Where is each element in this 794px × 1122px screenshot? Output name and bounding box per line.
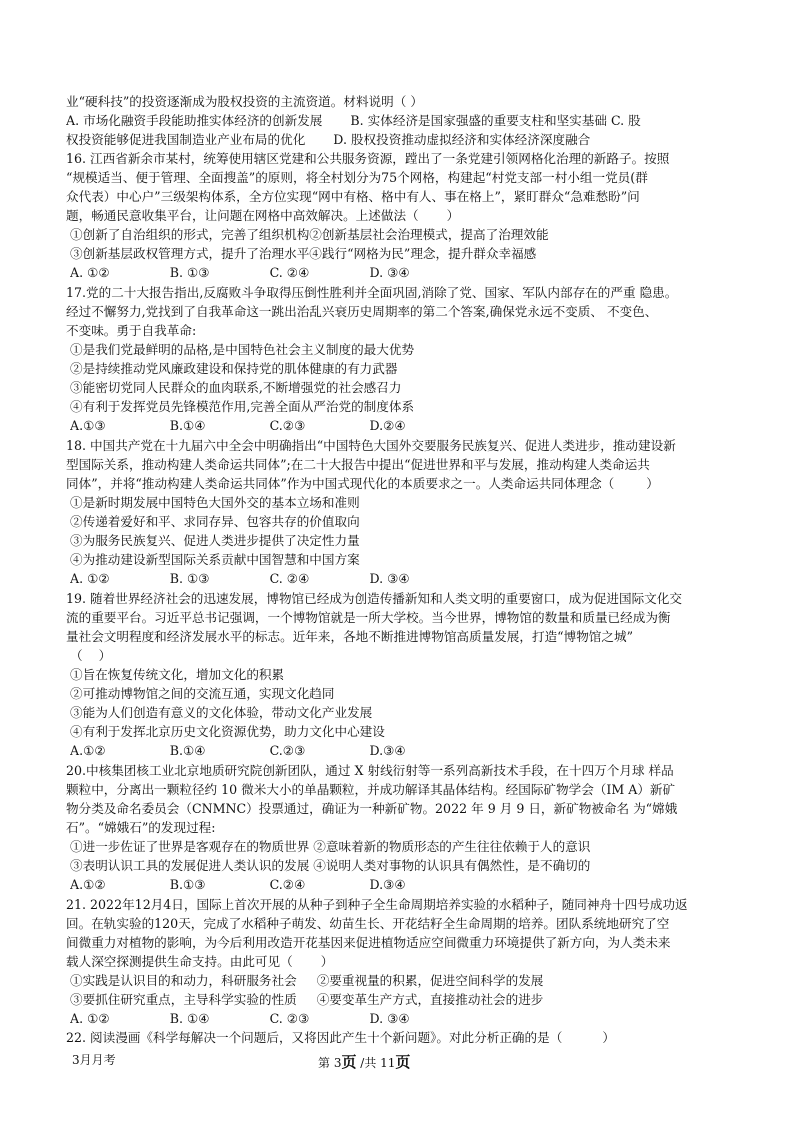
text-line: ②是持续推动党风廉政建设和保持党的肌体健康的有力武器 — [70, 361, 398, 376]
text-line: 20.中核集团核工业北京地质研究院创新团队，通过 X 射线衍射等一系列高新技术手段，在十四万个月球 样品 — [66, 763, 674, 778]
page-total: /共 11 — [356, 1056, 396, 1070]
text-line: A.①② B.①④ C.②③ D.③④ — [70, 743, 406, 758]
text-line: A.①② B.①③ C.②④ D.③④ — [70, 877, 406, 892]
text-line: ②传递着爱好和平、求同存异、包容共存的价值取向 — [70, 514, 360, 529]
text-line: 16. 江西省新余市某村，统筹使用辖区党建和公共服务资源，蹚出了一条党建引领网格化治理的新路子。按照 — [66, 151, 670, 166]
text-line: 型国际关系，推动构建人类命运共同体”;在二十大报告中提出“促进世界和平与发展，推动构建人类命运共 — [66, 457, 650, 472]
text-line: 业“硬科技”的投资逐渐成为股权投资的主流资道。材料说明（ ） — [66, 94, 423, 109]
text-line: 19. 随着世界经济社会的迅速发展，博物馆已经成为创造传播新知和人类文明的重要窗口，成为促进国际文化交 — [66, 591, 682, 606]
text-line: ①旨在恢复传统文化，增加文化的积累 — [70, 667, 285, 682]
text-line: ①是我们党最鲜明的品格,是中国特色社会主义制度的最大优势 — [70, 342, 415, 357]
footer-exam-name: 3月月考 — [72, 1053, 116, 1067]
text-line: ③表明认识工具的发展促进人类认识的发展 ④说明人类对事物的认识具有偶然性，是不确切的 — [70, 858, 591, 873]
text-line: 物分类及命名委员会（CNMNC）投票通过，确证为一种新矿物。2022 年 9 月 9 日，新矿物被命名 为“嫦娥 — [66, 801, 678, 816]
text-line: 17.党的二十大报告指出,反腐败斗争取得压倒性胜利并全面巩固,消除了党、国家、军队内部存在的严重 隐患。 — [66, 285, 678, 300]
page-prefix: 第 3 — [318, 1056, 342, 1070]
text-line: ④为推动建设新型国际关系贡献中国智慧和中国方案 — [70, 552, 360, 567]
text-line: 经过不懈努力,党找到了自我革命这一跳出治乱兴衰历史周期率的第二个答案,确保党永远不变质、 不变色、 — [66, 304, 658, 319]
text-line: A. ①② B. ①④ C. ②③ D. ③④ — [70, 1011, 410, 1026]
text-line: 21. 2022年12月4日，国际上首次开展的从种子到种子全生命周期培养实验的水稻种子，随同神舟十四号成功返 — [66, 897, 688, 912]
text-line: 不变味。勇于自我革命: — [66, 323, 197, 338]
text-line: 题，畅通民意收集平台，让问题在网格中高效解决。上述做法（ ） — [66, 208, 460, 223]
text-line: 石”。“嫦娥石”的发现过程: — [66, 820, 216, 835]
text-line: A. ①② B. ①③ C. ②④ D. ③④ — [70, 265, 410, 280]
text-line: 18. 中国共产党在十九届六中全会中明确指出“中国特色大国外交要服务民族复兴、促进人类进步，推动建设新 — [66, 438, 676, 453]
text-line: ③能为人们创造有意义的文化体验，带动文化产业发展 — [70, 705, 373, 720]
text-line: ③创新基层政权管理方式，提升了治理水平④践行“网格为民”理念，提升群众幸福感 — [70, 246, 537, 261]
text-line: A. ①② B. ①③ C. ②④ D. ③④ — [70, 571, 410, 586]
text-line: ①实践是认识目的和动力，科研服务社会 ②要重视量的积累，促进空间科学的发展 — [70, 973, 544, 988]
text-line: 权投资能够促进我国制造业产业布局的优化 D. 股权投资推动虚拟经济和实体经济深度融合 — [66, 132, 591, 147]
text-line: ①创新了自治组织的形式，完善了组织机构②创新基层社会治理模式，提高了治理效能 — [70, 227, 549, 242]
text-line: 回。在轨实验的120天，完成了水稻种子萌发、幼苗生长、开花结籽全生命周期的培养。团队系统地研究了空 — [66, 916, 670, 931]
text-line: ③能密切党同人民群众的血肉联系,不断增强党的社会感召力 — [70, 380, 402, 395]
text-line: 流的重要平台。习近平总书记强调，一个博物馆就是一所大学校。当今世界，博物馆的数量和质量已经成为衡 — [66, 610, 671, 625]
text-line: ③为服务民族复兴、促进人类进步提供了决定性力量 — [70, 533, 360, 548]
text-line: 间微重力对植物的影响，为今后利用改造开花基因来促进植物适应空间微重力环境提供了新方向，为人类未来 — [66, 935, 671, 950]
text-line: （ ） — [70, 648, 112, 663]
text-line: ①进一步佐证了世界是客观存在的物质世界 ②意味着新的物质形态的产生往往依赖于人的意识 — [70, 839, 591, 854]
text-line: 22. 阅读漫画《科学每解决一个问题后，又将因此产生十个新问题》。对此分析正确的是（ ） — [66, 1029, 615, 1045]
text-line: ②可推动博物馆之间的交流互通，实现文化趋同 — [70, 686, 335, 701]
text-line: ①是新时期发展中国特色大国外交的基本立场和准则 — [70, 495, 360, 510]
page-word-2: 页 — [395, 1053, 411, 1071]
text-line: 载人深空探测提供生命支持。由此可见（ ） — [66, 954, 334, 969]
page-word: 页 — [341, 1053, 357, 1071]
footer-page-number — [318, 1051, 410, 1072]
text-line: ④有利于发挥北京历史文化资源优势，助力文化中心建设 — [70, 724, 385, 739]
text-line: 同体”，并将“推动构建人类命运共同体”作为中国式现代化的本质要求之一。人类命运共同体理念（ ） — [66, 476, 659, 491]
text-line: ④有利于发挥党员先锋模范作用,完善全面从严治党的制度体系 — [70, 399, 415, 414]
text-line: 量社会文明程度和经济发展水平的标志。近年来，各地不断推进博物馆高质量发展，打造“博物馆之城” — [66, 629, 634, 644]
text-line: A. 市场化融资手段能助推实体经济的创新发展 B. 实体经济是国家强盛的重要支柱和坚实基础 C. 股 — [66, 113, 641, 128]
text-line: ③要抓住研究重点，主导科学实验的性质 ④要变革生产方式，直接推动社会的进步 — [70, 992, 544, 1007]
text-line: A.①③ B.①④ C.②③ D.②④ — [70, 418, 406, 433]
text-line: 众代表）中心户”三级架构体系，全方位实现“网中有格、格中有人、事在格上”，紧盯群众“急难愁盼”问 — [66, 189, 640, 204]
text-line: 颗粒中，分离出一颗粒径约 10 微米大小的单晶颗粒，并成功解译其晶体结构。经国际矿物学会（IM A）新矿 — [66, 782, 676, 797]
text-line: “规模适当、便于管理、全面搜盖”的原则，将全村划分为75个网格，构建起“村党支部一村小组一党员(群 — [66, 170, 648, 185]
